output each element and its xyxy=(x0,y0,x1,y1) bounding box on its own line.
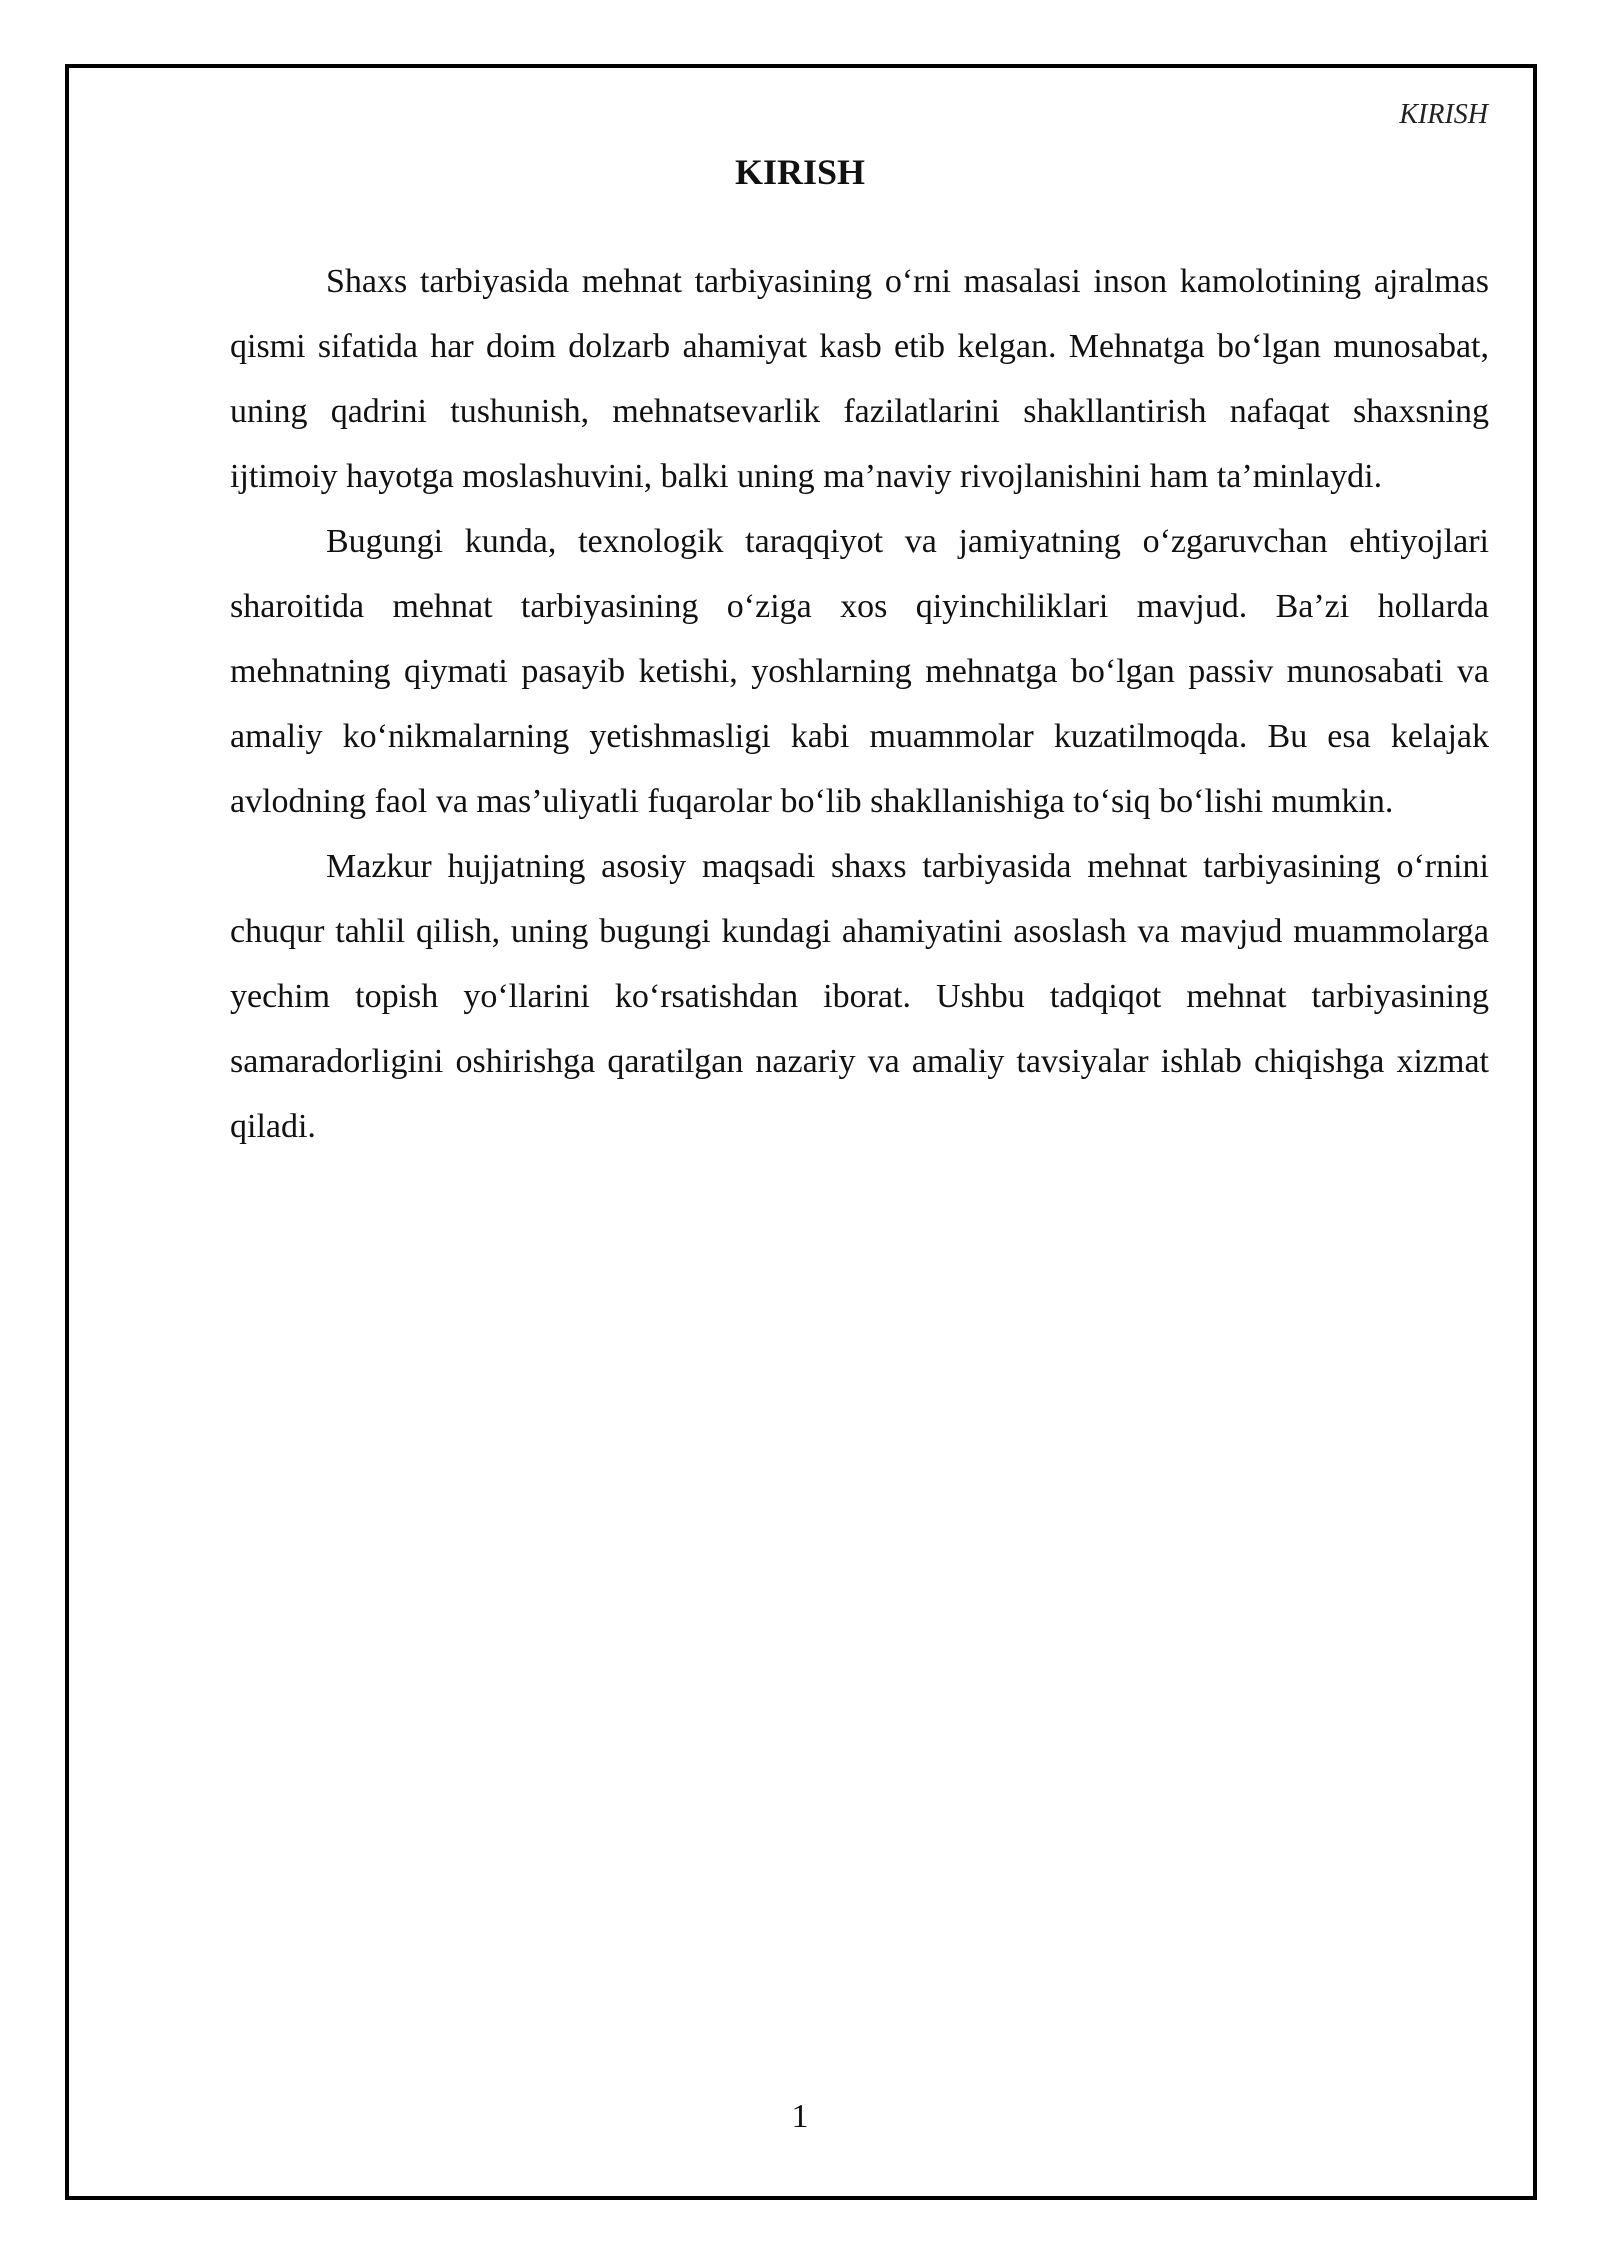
paragraph-2: Bugungi kunda, texnologik taraqqiyot va jamiyatning o‘zgaruvchan ehtiyojlari sharoitida mehnat tarbiyasining o‘ziga xos qiyinchiliklari mavjud. Ba’zi hollarda mehnatning qiymati pasayib ketishi, yoshlarning mehnatga bo‘lgan passiv munosabati va amaliy ko‘nikmalarning yetishmasligi kabi muammolar kuzatilmoqda. Bu esa kelajak avlodning faol va mas’uliyatli fuqarolar bo‘lib shakllanishiga to‘siq bo‘lishi mumkin. xyxy=(230,523,1489,820)
paragraph-1: Shaxs tarbiyasida mehnat tarbiyasining o‘rni masalasi inson kamolotining ajralmas qismi sifatida har doim dolzarb ahamiyat kasb etib kelgan. Mehnatga bo‘lgan munosabat, uning qadrini tushunish, mehnatsevarlik fazilatlarini shakllantirish nafaqat shaxsning ijtimoiy hayotga moslashuvini, balki uning ma’naviy rivojlanishini ham ta’minlaydi. xyxy=(230,263,1489,495)
page-number: 1 xyxy=(791,2098,809,2135)
running-header: KIRISH xyxy=(1399,99,1488,130)
section-title: KIRISH xyxy=(734,152,866,192)
body-text xyxy=(230,249,1489,1159)
paragraph-3: Mazkur hujjatning asosiy maqsadi shaxs tarbiyasida mehnat tarbiyasining o‘rnini chuqur tahlil qilish, uning bugungi kundagi ahamiyatini asoslash va mavjud muammolarga yechim topish yo‘llarini ko‘rsatishdan iborat. Ushbu tadqiqot mehnat tarbiyasining samaradorligini oshirishga qaratilgan nazariy va amaliy tavsiyalar ishlab chiqishga xizmat qiladi. xyxy=(230,848,1489,1145)
